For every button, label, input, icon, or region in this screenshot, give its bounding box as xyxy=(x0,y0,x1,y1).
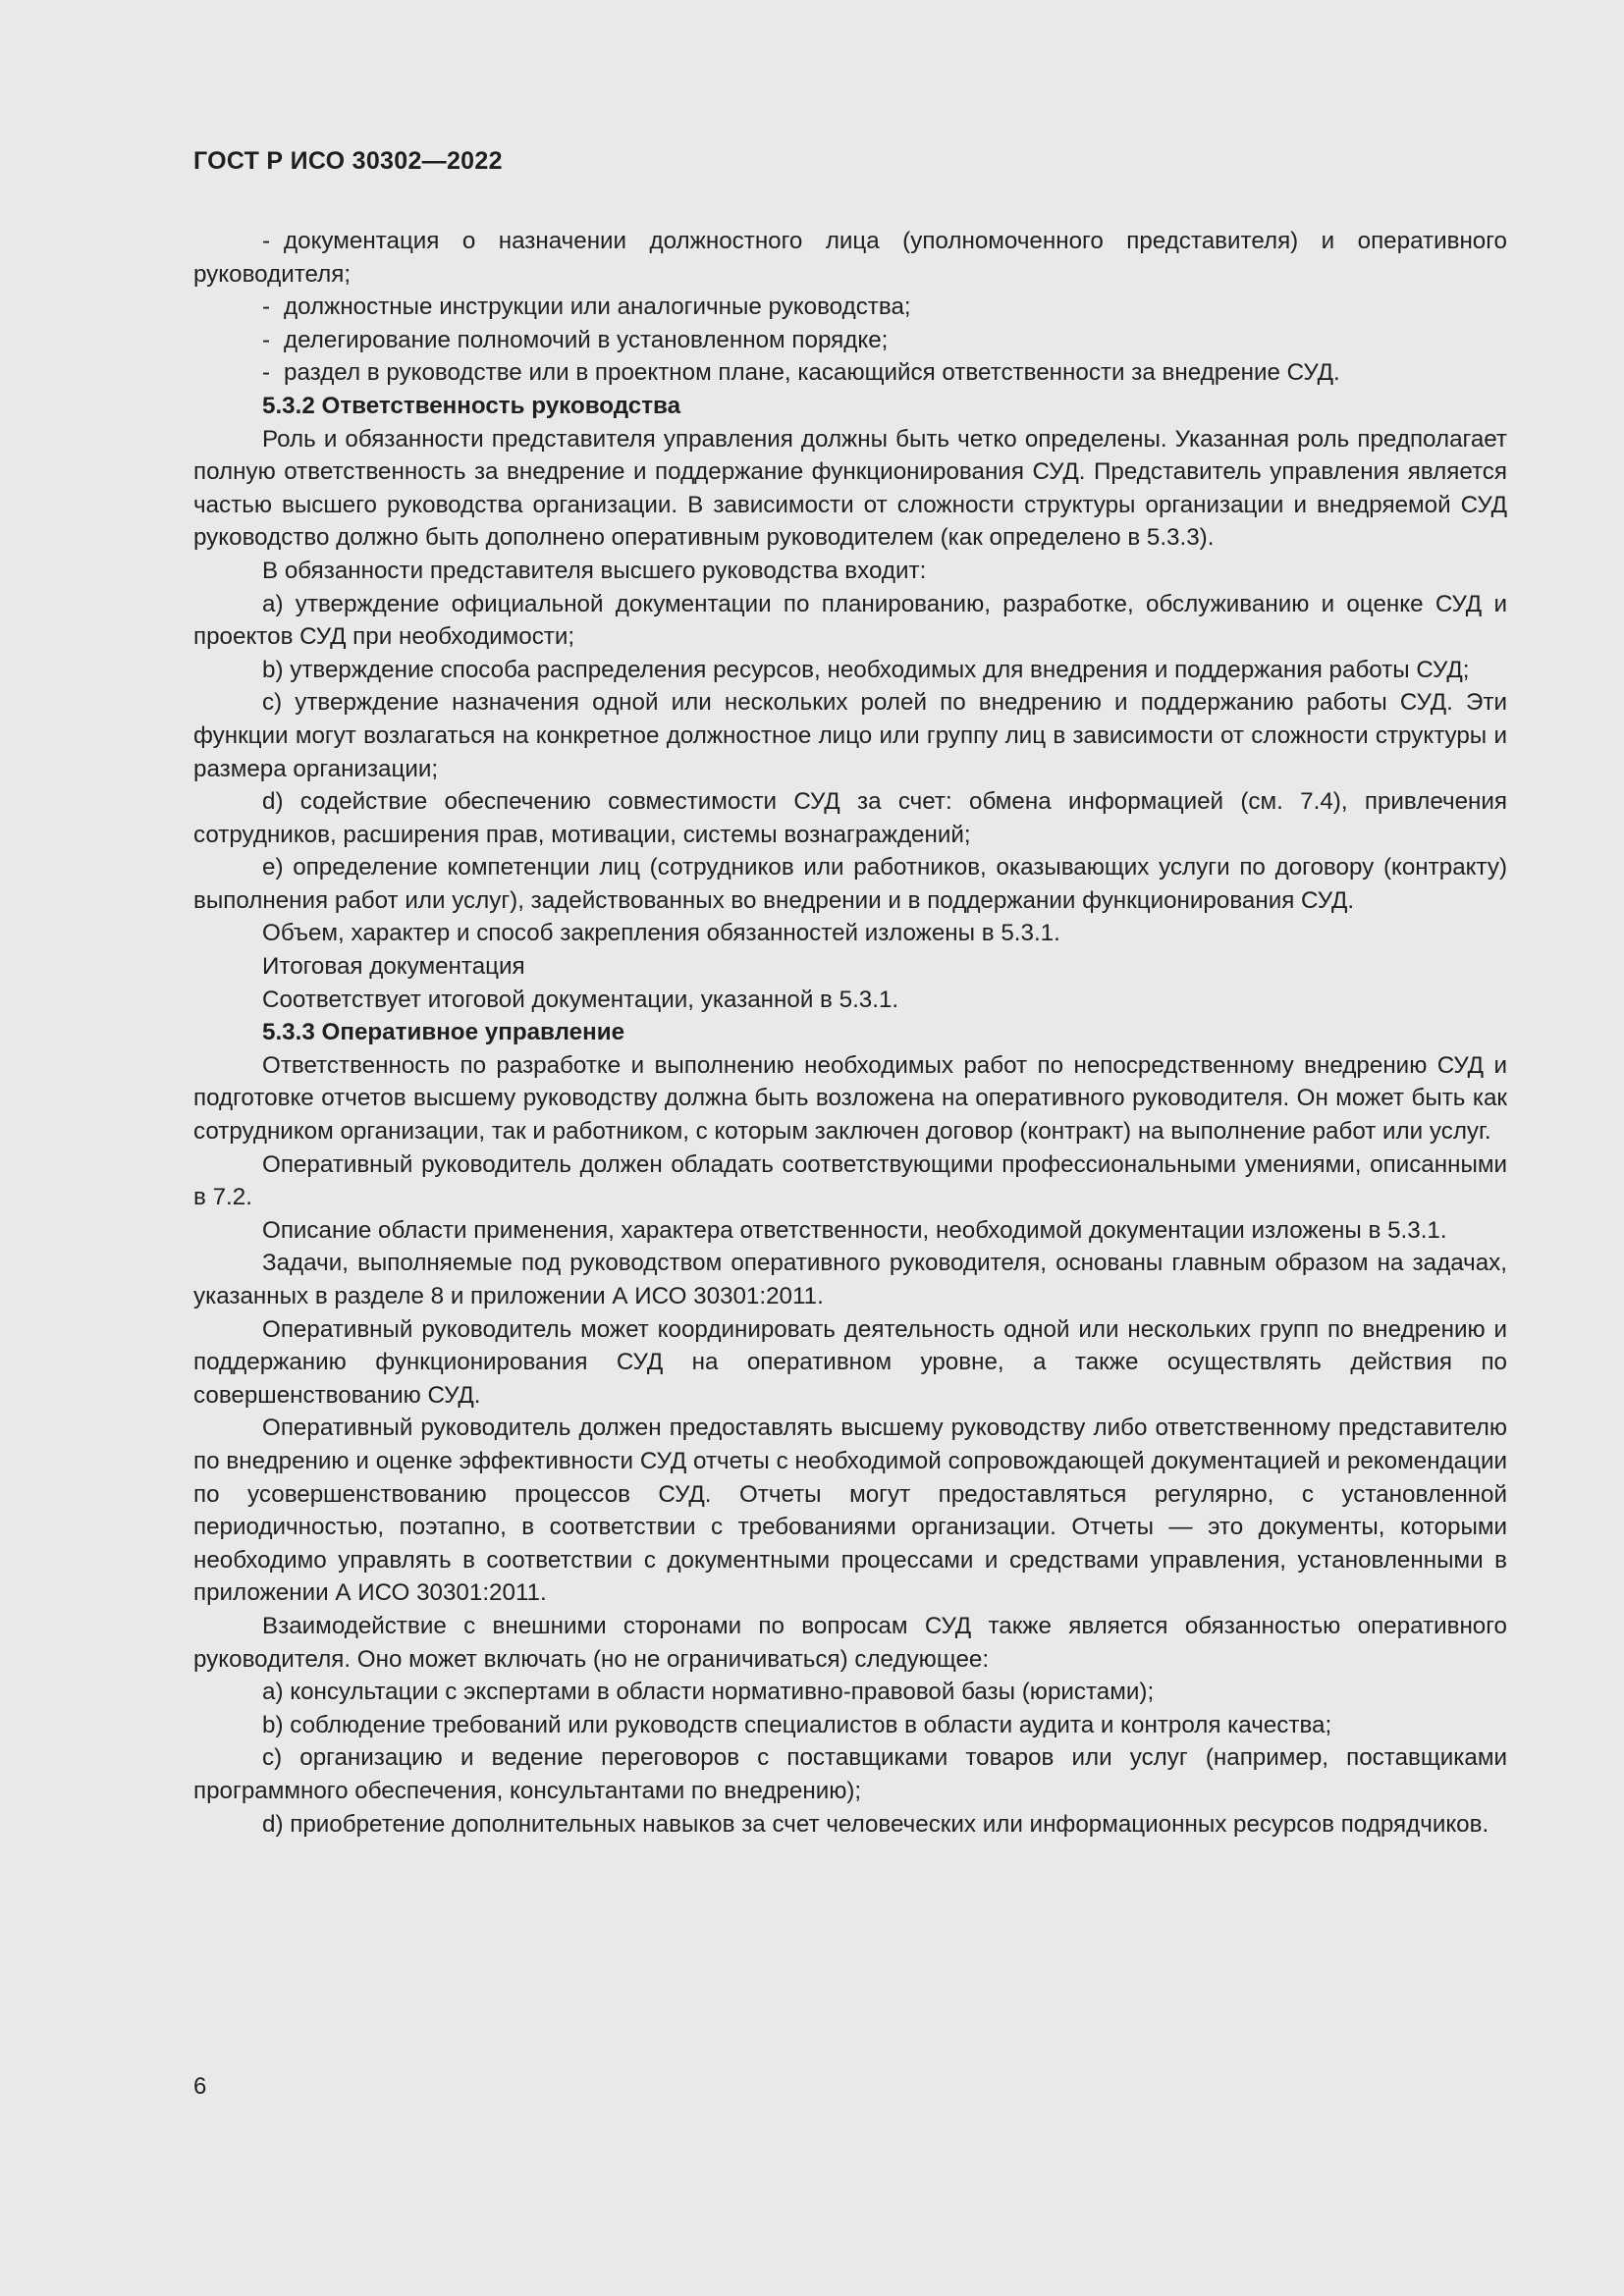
list-item: e) определение компетенции лиц (сотрудников или работников, оказывающих услуги по договору (контракту) выполнения работ или услуг), задействованных во внедрении и в поддержании функционирования СУД. xyxy=(193,854,1507,914)
list-item: d) содействие обеспечению совместимости СУД за счет: обмена информацией (см. 7.4), привлечения сотрудников, расширения прав, мотивации, системы вознаграждений; xyxy=(193,788,1507,848)
paragraph: Описание области применения, характера ответственности, необходимой документации изложены в 5.3.1. xyxy=(262,1216,1447,1244)
list-item: c) утверждение назначения одной или нескольких ролей по внедрению и поддержанию работы СУД. Эти функции могут возлагаться на конкретное должностное лицо или группу лиц в зависимости от сложности структуры и размера организации; xyxy=(193,689,1507,782)
list-item: c) организацию и ведение переговоров с поставщиками товаров или услуг (например, поставщиками программного обеспечения, консультантами по внедрению); xyxy=(193,1744,1507,1804)
paragraph-text: документация о назначении должностного лица (уполномоченного представителя) и оперативного руководителя; xyxy=(193,228,1507,288)
document-header: ГОСТ Р ИСО 30302—2022 xyxy=(193,147,503,175)
paragraph: - делегирование полномочий в установленном порядке; xyxy=(262,326,889,353)
paragraph: Задачи, выполняемые под руководством оперативного руководителя, основаны главным образом на задачах, указанных в разделе 8 и приложении А ИСО 30301:2011. xyxy=(193,1250,1507,1309)
paragraph: - раздел в руководстве или в проектном плане, касающийся ответственности за внедрение СУД. xyxy=(262,359,1340,387)
paragraph: В обязанности представителя высшего руководства входит: xyxy=(262,557,927,584)
list-item: d) приобретение дополнительных навыков за счет человеческих или информационных ресурсов подрядчиков. xyxy=(262,1810,1489,1838)
section-heading: 5.3.3 Оперативное управление xyxy=(262,1019,625,1046)
paragraph: Оперативный руководитель может координировать деятельность одной или нескольких групп по внедрению и поддержанию функционирования СУД на оперативном уровне, а также осуществлять действия по совершенствованию СУД. xyxy=(193,1315,1507,1409)
paragraph: - должностные инструкции или аналогичные руководства; xyxy=(262,294,911,321)
paragraph: - документация о назначении должностного лица (уполномоченного представителя) и оперативного руководителя; xyxy=(193,228,1507,288)
list-item: a) консультации с экспертами в области нормативно-правовой базы (юристами); xyxy=(262,1679,1155,1706)
paragraph: Объем, характер и способ закрепления обязанностей изложены в 5.3.1. xyxy=(262,920,1060,947)
list-item: b) утверждение способа распределения ресурсов, необходимых для внедрения и поддержания работы СУД; xyxy=(262,656,1470,683)
list-item: a) утверждение официальной документации по планированию, разработке, обслуживанию и оценке СУД и проектов СУД при необходимости; xyxy=(193,590,1507,651)
page-number: 6 xyxy=(193,2073,207,2100)
paragraph: Итоговая документация xyxy=(262,953,525,981)
section-heading: 5.3.2 Ответственность руководства xyxy=(262,392,681,419)
paragraph: Оперативный руководитель должен предоставлять высшему руководству либо ответственному представителю по внедрению и оценке эффективности СУД отчеты с необходимой сопровождающей документацией и рекомендации по усовершенствованию процессов СУД. Отчеты могут предоставляться регулярно, с установленной периодичностью, поэтапно, в соответствии с требованиями организации. Отчеты — это документы, которыми необходимо управлять в соответствии с документными процессами и средствами управления, установленными в приложении А ИСО 30301:2011. xyxy=(193,1415,1507,1607)
paragraph-text: раздел в руководстве или в проектном плане, касающийся ответственности за внедрение СУД. xyxy=(284,359,1340,387)
document-body xyxy=(193,225,1507,1841)
paragraph: Роль и обязанности представителя управления должны быть четко определены. Указанная роль предполагает полную ответственность за внедрение и поддержание функционирования СУД. Представитель управления является частью высшего руководства организации. В зависимости от сложности структуры организации и внедряемой СУД руководство должно быть дополнено оперативным руководителем (как определено в 5.3.3). xyxy=(193,425,1507,552)
list-item: b) соблюдение требований или руководств специалистов в области аудита и контроля качества; xyxy=(262,1711,1332,1738)
paragraph: Ответственность по разработке и выполнению необходимых работ по непосредственному внедрению СУД и подготовке отчетов высшему руководству должна быть возложена на оперативного руководителя. Он может быть как сотрудником организации, так и работником, с которым заключен договор (контракт) на выполнение работ или услуг. xyxy=(193,1051,1507,1146)
paragraph: Соответствует итоговой документации, указанной в 5.3.1. xyxy=(262,986,899,1013)
paragraph-text: должностные инструкции или аналогичные руководства; xyxy=(284,294,911,321)
paragraph-text: делегирование полномочий в установленном порядке; xyxy=(284,326,889,353)
paragraph: Взаимодействие с внешними сторонами по вопросам СУД также является обязанностью оперативного руководителя. Оно может включать (но не ограничиваться) следующее: xyxy=(193,1612,1507,1673)
paragraph: Оперативный руководитель должен обладать соответствующими профессиональными умениями, описанными в 7.2. xyxy=(193,1150,1507,1211)
